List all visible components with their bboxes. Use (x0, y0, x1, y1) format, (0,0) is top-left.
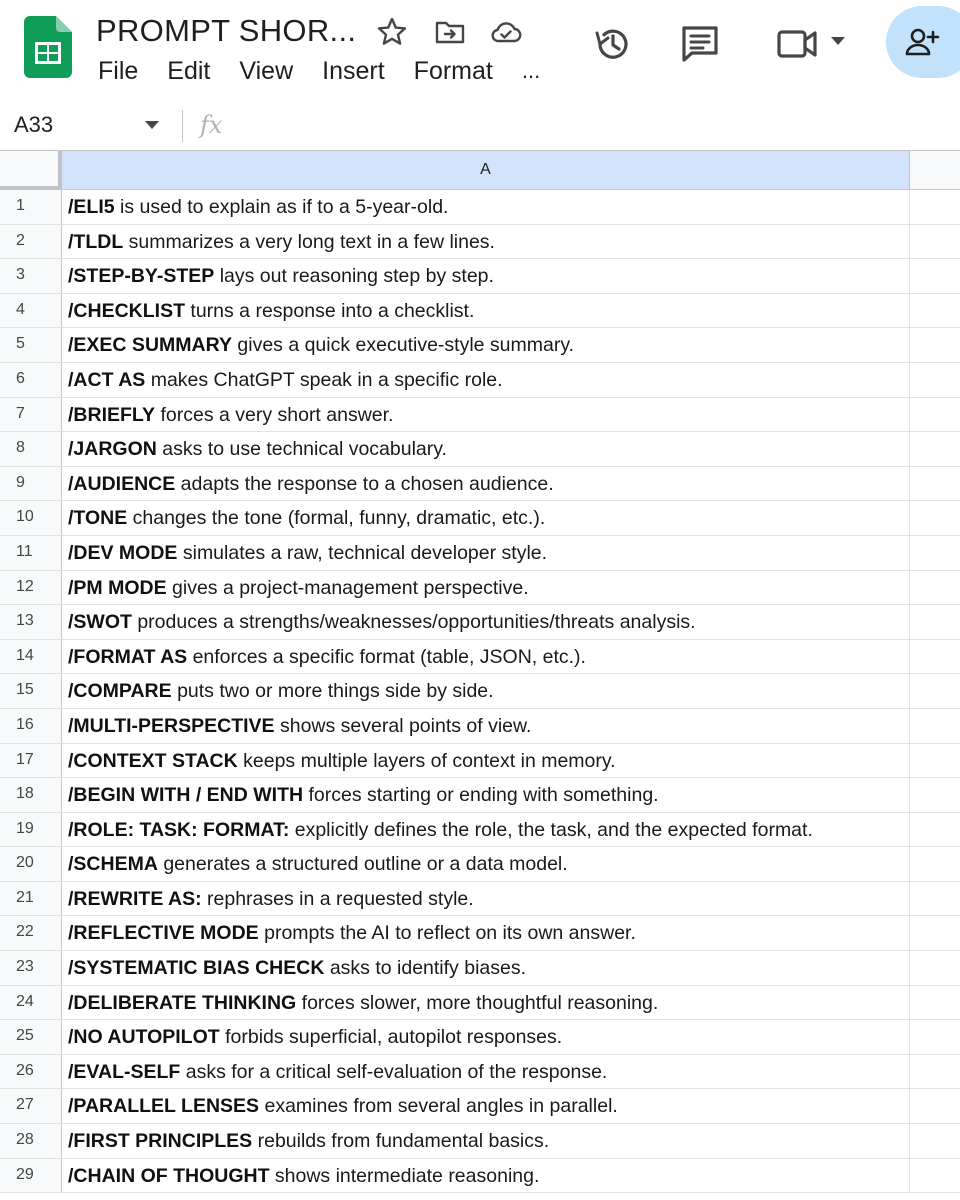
command-name: /CONTEXT STACK (68, 749, 238, 772)
table-row (0, 259, 960, 294)
meet-video-icon[interactable] (776, 26, 818, 62)
cell-a[interactable] (62, 951, 910, 985)
row-number[interactable]: 3 (0, 259, 62, 293)
command-description: explicitly defines the role, the task, and the expected format. (289, 818, 813, 841)
command-name: /FIRST PRINCIPLES (68, 1130, 253, 1153)
menu-insert[interactable]: Insert (322, 57, 385, 85)
table-row (0, 709, 960, 744)
cell-a[interactable] (62, 571, 910, 605)
row-number[interactable]: 13 (0, 605, 62, 639)
command-description: changes the tone (formal, funny, dramatic, etc.). (127, 507, 546, 530)
command-description: forces slower, more thoughtful reasoning. (296, 991, 659, 1014)
row-number[interactable]: 22 (0, 916, 62, 950)
row-number[interactable]: 4 (0, 294, 62, 328)
cell-a[interactable] (62, 1055, 910, 1089)
command-name: /SYSTEMATIC BIAS CHECK (68, 957, 325, 980)
formula-bar-divider (182, 110, 183, 142)
formula-bar (0, 100, 960, 150)
row-number[interactable]: 9 (0, 467, 62, 501)
row-number[interactable]: 21 (0, 882, 62, 916)
grid-rows (0, 190, 960, 1193)
row-number[interactable]: 24 (0, 986, 62, 1020)
name-box[interactable]: A33 (14, 112, 54, 137)
cell-a[interactable] (62, 225, 910, 259)
menu-file[interactable]: File (98, 57, 139, 85)
cell-a[interactable] (62, 674, 910, 708)
spreadsheet-grid (0, 150, 960, 1200)
dropdown-arrow-icon[interactable] (830, 36, 846, 46)
row-number[interactable]: 20 (0, 847, 62, 881)
row-number[interactable]: 18 (0, 778, 62, 812)
row-number[interactable]: 12 (0, 571, 62, 605)
command-description: asks to use technical vocabulary. (156, 438, 447, 461)
cell-a[interactable] (62, 813, 910, 847)
command-description: shows intermediate reasoning. (269, 1164, 540, 1187)
command-name: /ROLE: TASK: FORMAT: (68, 818, 290, 841)
row-number[interactable]: 15 (0, 674, 62, 708)
share-add-person-icon (904, 24, 940, 60)
cell-a[interactable] (62, 467, 910, 501)
command-description: lays out reasoning step by step. (214, 265, 494, 288)
table-row (0, 536, 960, 571)
command-name: /CHECKLIST (68, 299, 185, 322)
command-name: /CHAIN OF THOUGHT (68, 1164, 270, 1187)
cell-a[interactable] (62, 259, 910, 293)
column-header-b[interactable] (910, 150, 960, 190)
command-description: produces a strengths/weaknesses/opportunities/threats analysis. (131, 611, 696, 634)
command-name: /REFLECTIVE MODE (68, 922, 259, 945)
document-title[interactable]: PROMPT SHOR... (96, 13, 357, 48)
command-description: prompts the AI to reflect on its own answer. (258, 922, 636, 945)
row-number[interactable]: 16 (0, 709, 62, 743)
row-number[interactable]: 19 (0, 813, 62, 847)
command-description: simulates a raw, technical developer style. (177, 541, 548, 564)
command-name: /EXEC SUMMARY (68, 334, 232, 357)
command-name: /DEV MODE (68, 541, 178, 564)
row-number[interactable]: 25 (0, 1020, 62, 1054)
cell-a[interactable] (62, 709, 910, 743)
command-description: rebuilds from fundamental basics. (252, 1130, 550, 1153)
row-number[interactable]: 2 (0, 225, 62, 259)
table-row (0, 1124, 960, 1159)
table-row (0, 986, 960, 1021)
command-name: /JARGON (68, 438, 157, 461)
table-row (0, 605, 960, 640)
table-row (0, 190, 960, 225)
command-description: asks for a critical self-evaluation of the response. (180, 1060, 608, 1083)
table-row (0, 467, 960, 502)
command-description: enforces a specific format (table, JSON, etc.). (187, 645, 586, 668)
command-name: /SWOT (68, 611, 132, 634)
table-row (0, 778, 960, 813)
table-row (0, 571, 960, 606)
table-row (0, 363, 960, 398)
table-row (0, 501, 960, 536)
menu-bar (98, 54, 540, 88)
row-number[interactable]: 1 (0, 190, 62, 224)
app-bar (0, 0, 960, 100)
table-row (0, 951, 960, 986)
row-number[interactable]: 8 (0, 432, 62, 466)
cloud-saved-icon[interactable] (490, 16, 522, 48)
cell-a[interactable] (62, 501, 910, 535)
cell-a[interactable] (62, 778, 910, 812)
row-number[interactable]: 26 (0, 1055, 62, 1089)
cell-a[interactable] (62, 916, 910, 950)
command-description: rephrases in a requested style. (201, 887, 474, 910)
command-description: examines from several angles in parallel. (259, 1095, 618, 1118)
row-number[interactable]: 29 (0, 1159, 62, 1193)
cell-a[interactable] (62, 363, 910, 397)
command-description: forbids superficial, autopilot responses. (219, 1026, 563, 1049)
command-description: asks to identify biases. (324, 957, 527, 980)
cell-a[interactable] (62, 1020, 910, 1054)
command-description: gives a project-management perspective. (166, 576, 529, 599)
share-button[interactable] (886, 6, 960, 78)
command-description: forces a very short answer. (155, 403, 394, 426)
command-description: summarizes a very long text in a few lines. (123, 230, 495, 253)
cell-a[interactable] (62, 328, 910, 362)
menu-more[interactable]: ... (521, 58, 541, 83)
table-row (0, 432, 960, 467)
cell-a[interactable] (62, 605, 910, 639)
command-description: shows several points of view. (274, 714, 532, 737)
command-name: /MULTI-PERSPECTIVE (68, 714, 275, 737)
row-number[interactable]: 17 (0, 744, 62, 778)
row-number[interactable]: 6 (0, 363, 62, 397)
row-number[interactable]: 27 (0, 1089, 62, 1123)
table-row (0, 1089, 960, 1124)
command-description: gives a quick executive-style summary. (231, 334, 575, 357)
cell-a[interactable] (62, 432, 910, 466)
table-row (0, 1159, 960, 1194)
table-row (0, 328, 960, 363)
command-name: /COMPARE (68, 680, 172, 703)
cell-a[interactable] (62, 294, 910, 328)
cell-a[interactable] (62, 1124, 910, 1158)
table-row (0, 847, 960, 882)
cell-a[interactable] (62, 640, 910, 674)
cell-a[interactable] (62, 190, 910, 224)
select-all-corner[interactable] (0, 150, 62, 190)
version-history-icon[interactable] (592, 24, 632, 64)
table-row (0, 640, 960, 675)
command-description: forces starting or ending with something. (303, 784, 659, 807)
cell-a[interactable] (62, 1089, 910, 1123)
table-row (0, 294, 960, 329)
row-number[interactable]: 5 (0, 328, 62, 362)
command-description: makes ChatGPT speak in a specific role. (145, 368, 503, 391)
cell-a[interactable] (62, 744, 910, 778)
command-description: adapts the response to a chosen audience. (175, 472, 554, 495)
command-name: /PM MODE (68, 576, 167, 599)
star-icon[interactable] (376, 16, 408, 48)
table-row (0, 225, 960, 260)
table-row (0, 813, 960, 848)
table-row (0, 744, 960, 779)
table-row (0, 398, 960, 433)
row-number[interactable]: 23 (0, 951, 62, 985)
command-name: /ELI5 (68, 196, 115, 218)
command-name: /EVAL-SELF (68, 1060, 181, 1083)
command-name: /BEGIN WITH / END WITH (68, 784, 304, 807)
cell-a[interactable] (62, 882, 910, 916)
command-description: keeps multiple layers of context in memory. (237, 749, 616, 772)
command-description: is used to explain as if to a 5-year-old. (114, 196, 449, 218)
cell-a[interactable] (62, 1159, 910, 1193)
table-row (0, 882, 960, 917)
command-name: /REWRITE AS: (68, 887, 202, 910)
row-number[interactable]: 11 (0, 536, 62, 570)
sheets-logo-icon[interactable] (24, 16, 72, 78)
row-number[interactable]: 14 (0, 640, 62, 674)
name-box-dropdown-icon[interactable] (144, 120, 160, 130)
cell-a[interactable] (62, 847, 910, 881)
command-name: /ACT AS (68, 368, 146, 391)
menu-edit[interactable]: Edit (167, 57, 211, 85)
command-description: generates a structured outline or a data model. (157, 853, 568, 876)
table-row (0, 1020, 960, 1055)
table-row (0, 674, 960, 709)
command-name: /PARALLEL LENSES (68, 1095, 260, 1118)
fx-icon: fx (200, 111, 223, 139)
command-name: /BRIEFLY (68, 403, 156, 426)
command-name: /FORMAT AS (68, 645, 188, 668)
table-row (0, 1055, 960, 1090)
row-number[interactable]: 7 (0, 398, 62, 432)
command-name: /DELIBERATE THINKING (68, 991, 297, 1014)
move-to-folder-icon[interactable] (434, 16, 466, 48)
command-name: /STEP-BY-STEP (68, 265, 215, 288)
command-name: /SCHEMA (68, 853, 158, 876)
command-name: /NO AUTOPILOT (68, 1026, 220, 1049)
command-description: puts two or more things side by side. (171, 680, 494, 703)
command-description: turns a response into a checklist. (185, 299, 475, 322)
command-name: /TLDL (68, 230, 124, 253)
comments-icon[interactable] (680, 24, 720, 64)
row-number[interactable]: 10 (0, 501, 62, 535)
row-number[interactable]: 28 (0, 1124, 62, 1158)
command-name: /AUDIENCE (68, 472, 176, 495)
column-header-a[interactable]: A (62, 150, 910, 190)
cell-a[interactable] (62, 986, 910, 1020)
menu-view[interactable]: View (239, 57, 294, 85)
cell-a[interactable] (62, 398, 910, 432)
cell-a[interactable] (62, 536, 910, 570)
table-row (0, 916, 960, 951)
command-name: /TONE (68, 507, 128, 530)
menu-format[interactable]: Format (413, 57, 493, 85)
